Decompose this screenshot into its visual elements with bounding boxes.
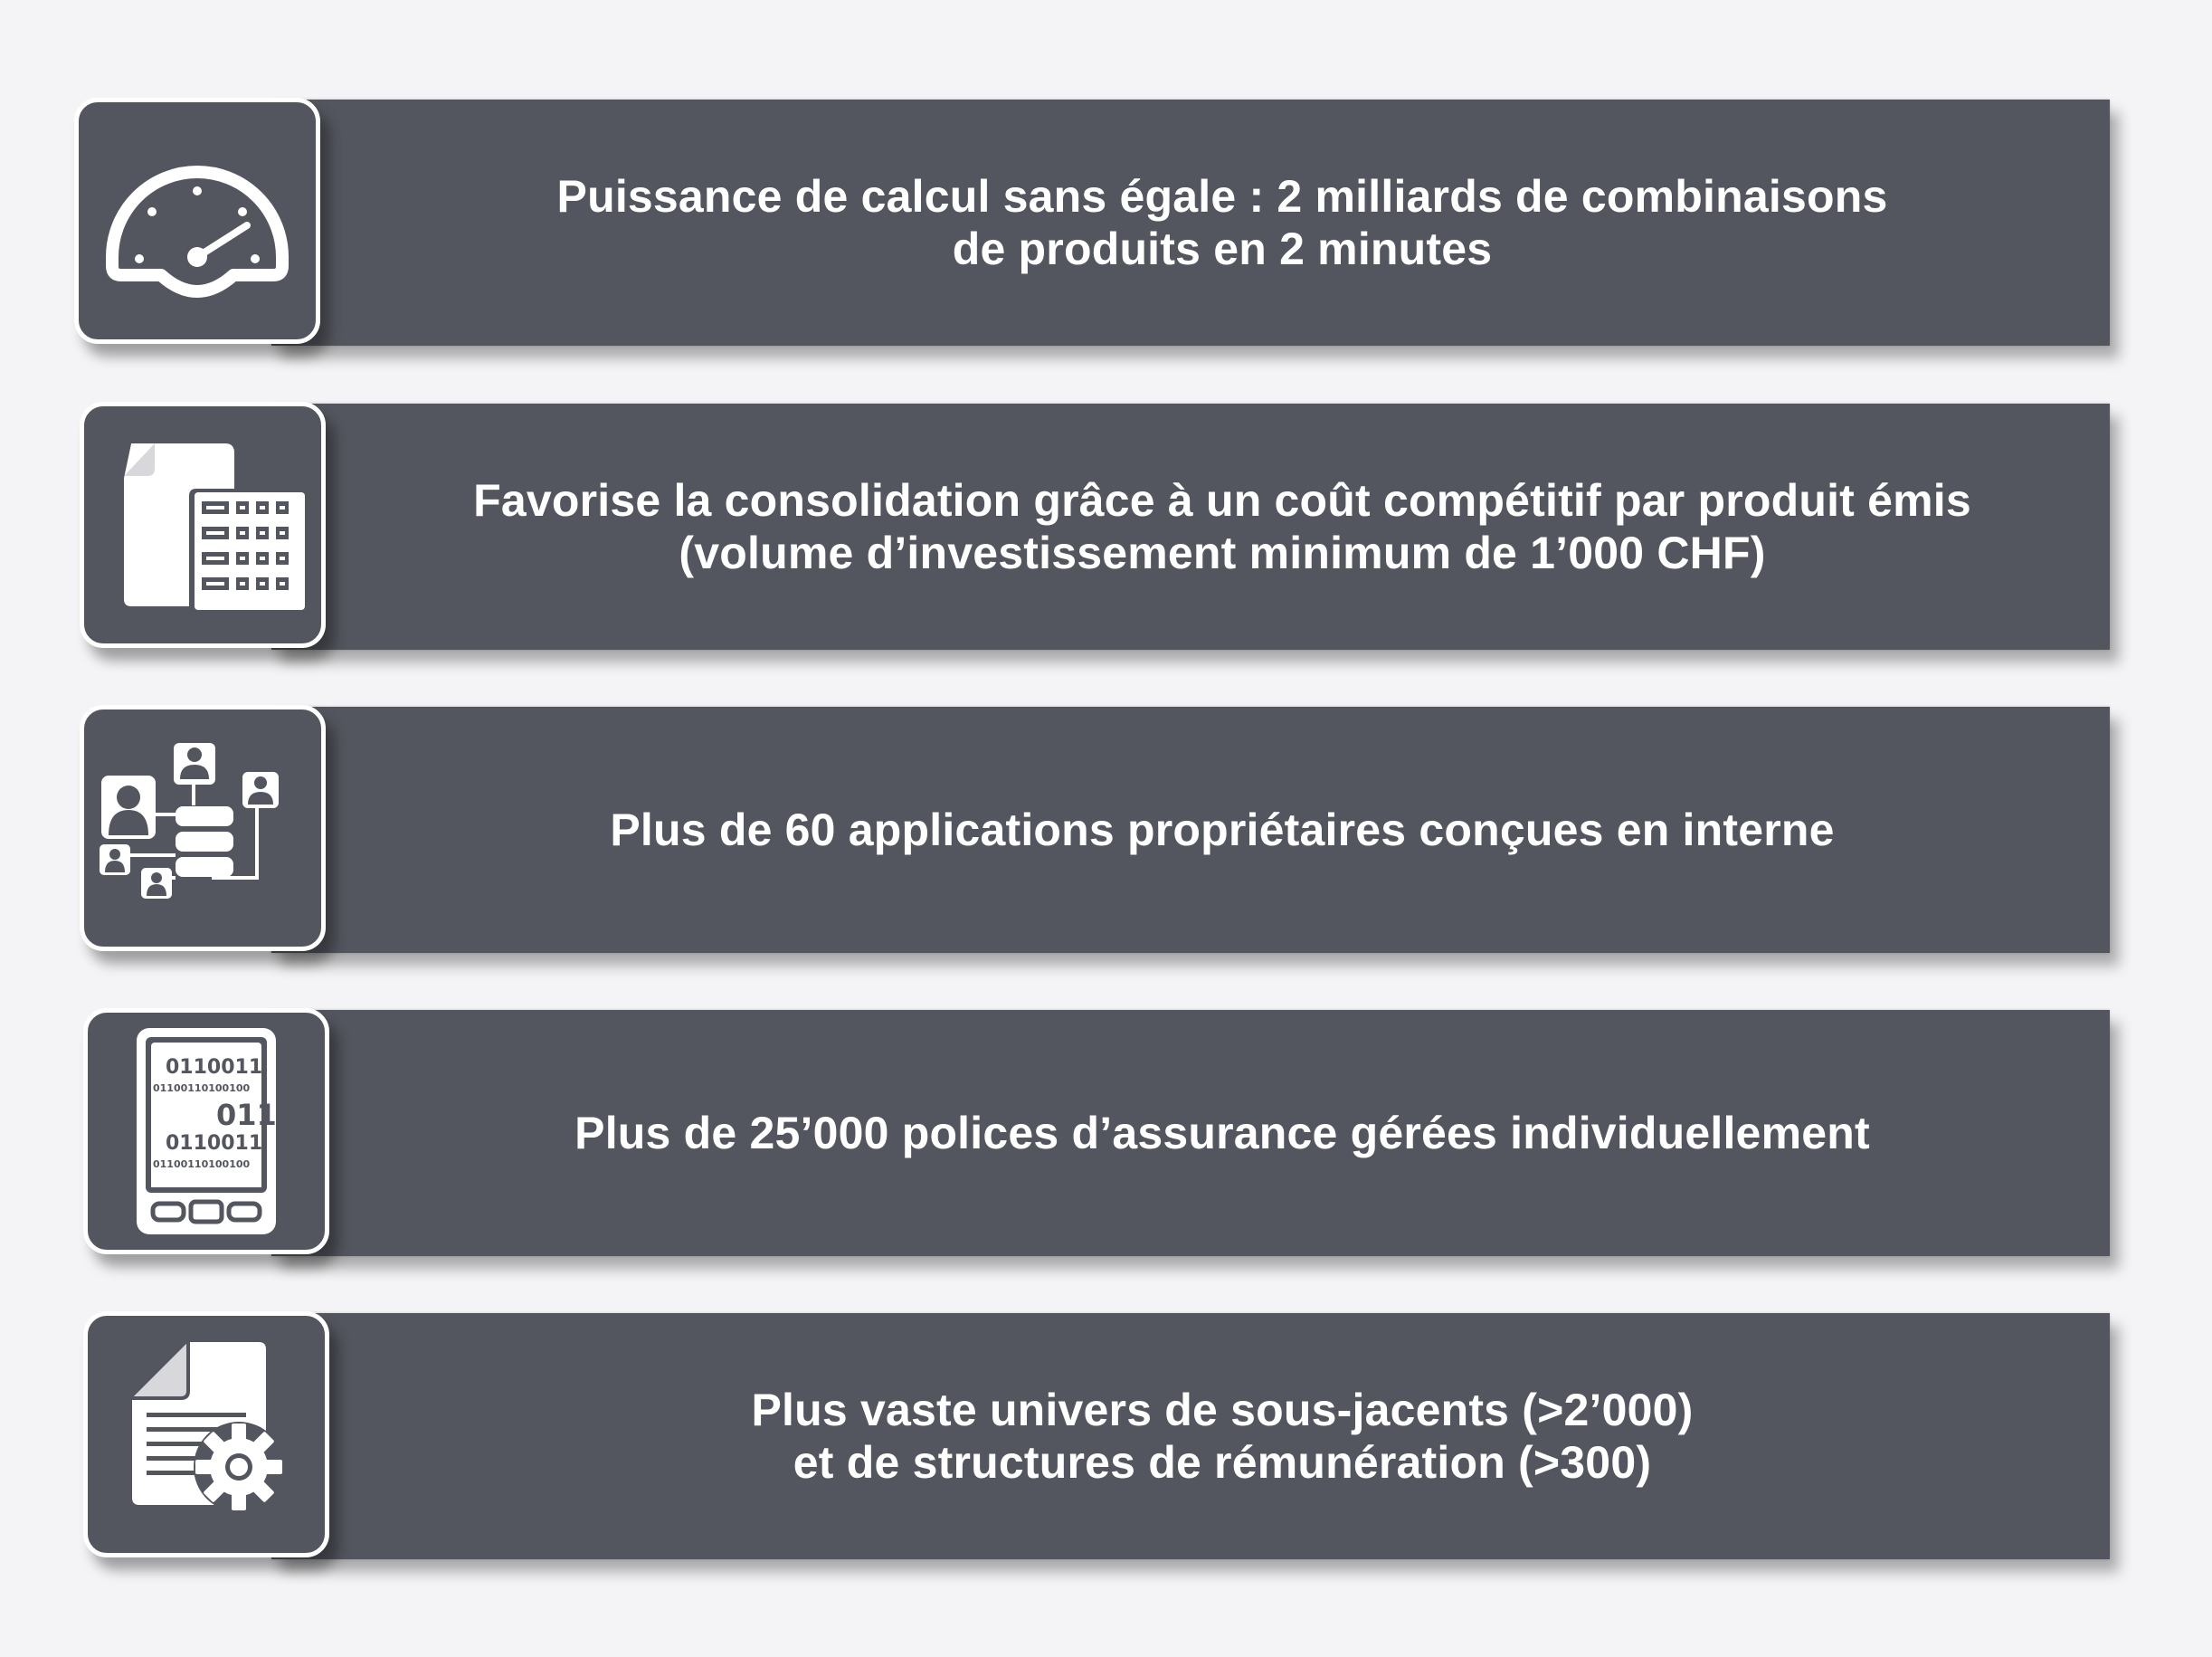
feature-bar bbox=[271, 1313, 2110, 1559]
binary-text: 01100110100100 bbox=[153, 1158, 251, 1170]
feature-line: (volume d’investissement minimum de 1’000 CHF) bbox=[679, 528, 1766, 578]
binary-text: 0110011 bbox=[166, 1132, 263, 1155]
feature-bar bbox=[271, 707, 2110, 953]
speedometer-icon bbox=[74, 98, 320, 344]
document-spreadsheet-icon bbox=[80, 402, 326, 648]
feature-line: Plus de 60 applications propriétaires conçues en interne bbox=[610, 805, 1835, 855]
feature-text bbox=[688, 1384, 1693, 1489]
feature-bar bbox=[271, 404, 2110, 650]
feature-line: et de structures de rémunération (>300) bbox=[793, 1437, 1652, 1488]
feature-row-4 bbox=[0, 1010, 2212, 1263]
feature-row-3 bbox=[0, 707, 2212, 960]
feature-bar bbox=[271, 100, 2110, 346]
binary-mobile-device-icon bbox=[83, 1008, 329, 1254]
feature-row-2 bbox=[0, 404, 2212, 657]
feature-row-1 bbox=[0, 100, 2212, 353]
feature-row-5 bbox=[0, 1313, 2212, 1567]
document-gear-icon bbox=[83, 1311, 329, 1557]
feature-text bbox=[511, 1107, 1870, 1159]
feature-line: Favorise la consolidation grâce à un coût compétitif par produit émis bbox=[473, 475, 1971, 526]
feature-line: de produits en 2 minutes bbox=[952, 224, 1493, 274]
feature-line: Plus de 25’000 polices d’assurance gérées individuellement bbox=[574, 1108, 1870, 1158]
feature-bar bbox=[271, 1010, 2110, 1256]
feature-line: Plus vaste univers de sous-jacents (>2’000) bbox=[751, 1385, 1694, 1435]
feature-text bbox=[494, 170, 1888, 275]
user-network-database-icon bbox=[80, 705, 326, 951]
feature-text bbox=[546, 804, 1834, 856]
binary-text: 0110 bbox=[216, 1098, 298, 1132]
feature-text bbox=[410, 474, 1971, 579]
binary-text: 0110011 bbox=[166, 1056, 263, 1079]
binary-text: 01100110100100 bbox=[153, 1082, 251, 1094]
feature-line: Puissance de calcul sans égale : 2 milliards de combinaisons bbox=[556, 171, 1888, 222]
